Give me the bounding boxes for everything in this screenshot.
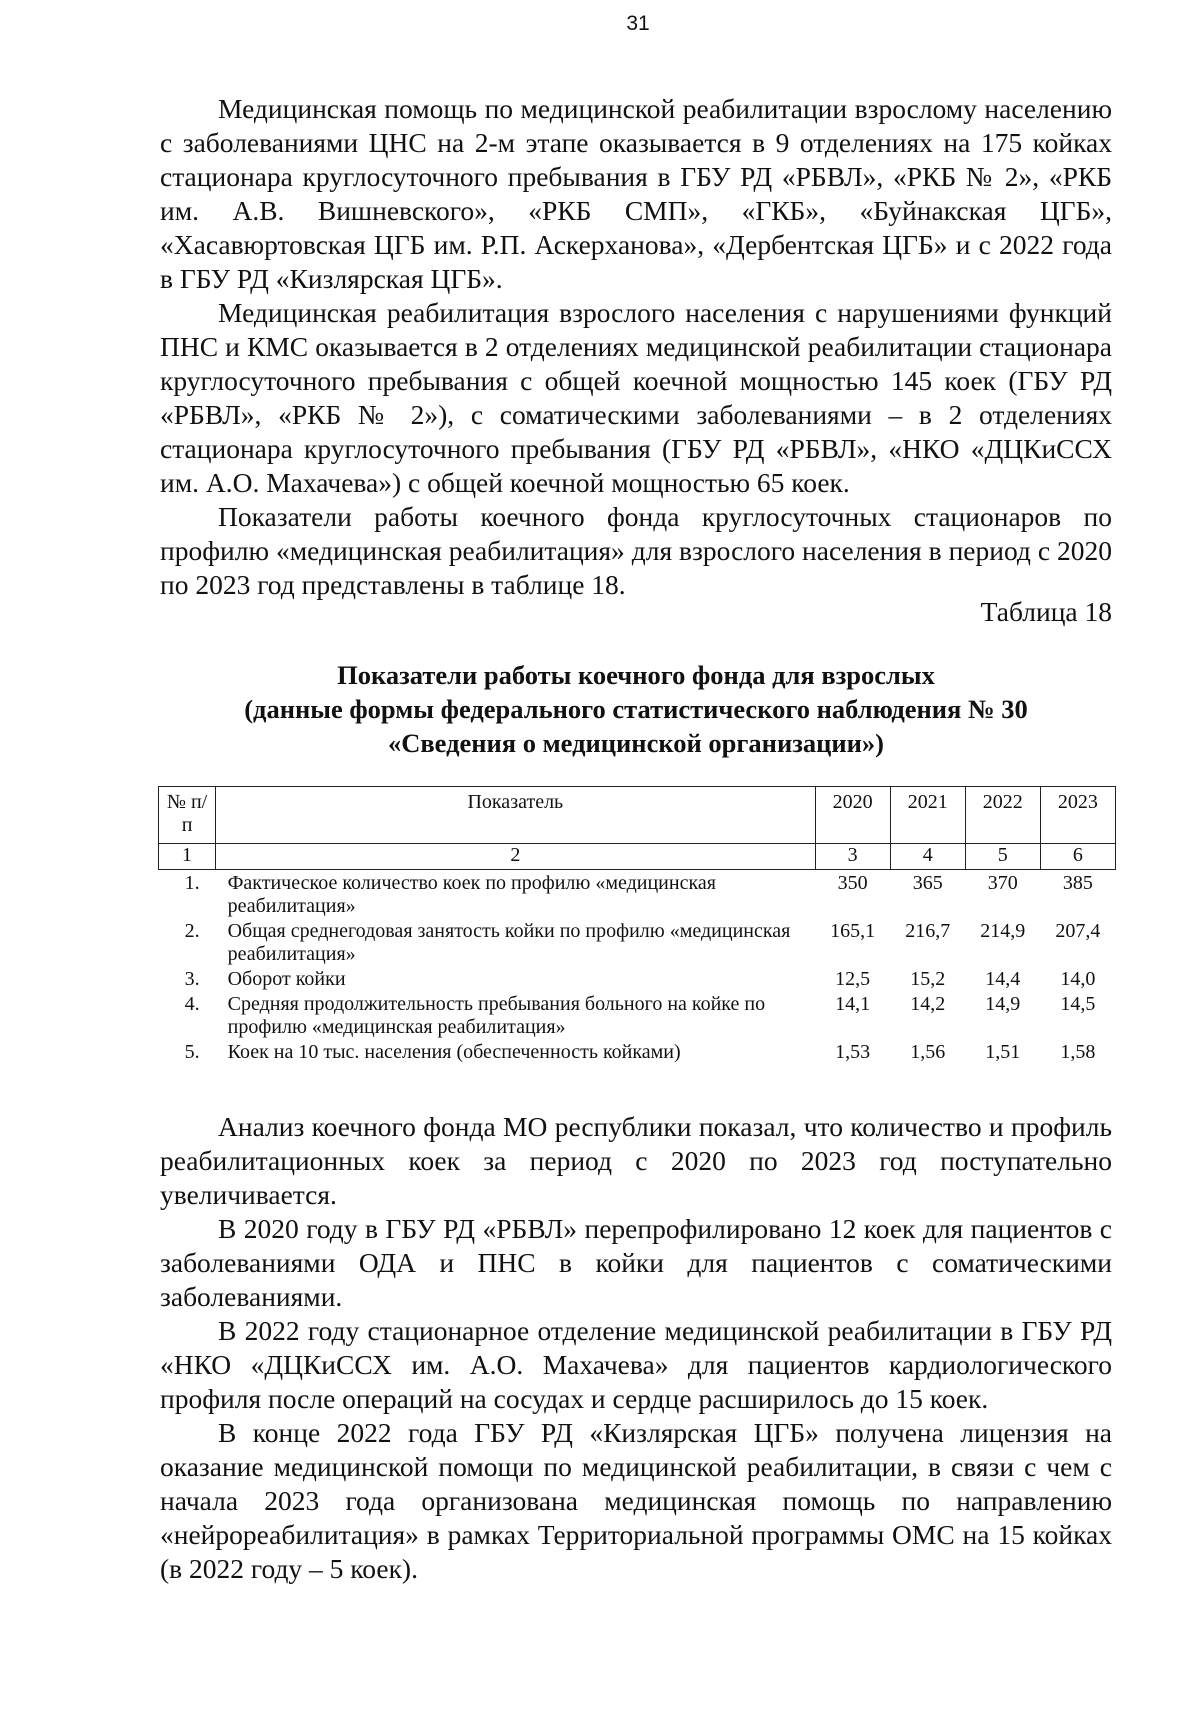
column-number: 2 [216, 844, 815, 870]
table-title-line: (данные формы федерального статистического наблюдения № 30 [244, 694, 1028, 724]
paragraph: В 2022 году стационарное отделение медицинской реабилитации в ГБУ РД «НКО «ДЦКиССХ им. А.О. Махачева» для пациентов кардиологического профиля после операций на сосудах и сердце расширилось до 15 коек. [160, 1315, 1112, 1414]
paragraph: Медицинская помощь по медицинской реабилитации взрослому населению с заболеваниями ЦНС на 2-м этапе оказывается в 9 отделениях на 175 койках стационара круглосуточного пребывания в ГБУ РД «РБВЛ», «РКБ № 2», «РКБ им. А.В. Вишневского», «РКБ СМП», «ГКБ», «Буйнакская ЦГБ», «Хасавюртовская ЦГБ им. Р.П. Аскерханова», «Дербентская ЦГБ» и с 2022 года в ГБУ РД «Кизлярская ЦГБ». [160, 93, 1112, 294]
value-2023: 14,5 [1060, 993, 1096, 1015]
table-title-line: Показатели работы коечного фонда для взрослых [337, 660, 935, 690]
column-number-row [159, 844, 1116, 870]
table-row [159, 918, 1116, 966]
table-header-row [159, 787, 1116, 844]
value-2023: 1,58 [1060, 1041, 1096, 1063]
table-row [159, 991, 1116, 1039]
value-2020: 165,1 [830, 920, 876, 942]
table-row [159, 966, 1116, 991]
header-cell-number: № п/п [159, 787, 216, 844]
value-2021: 216,7 [905, 920, 951, 942]
value-2023: 14,0 [1060, 968, 1096, 990]
header-cell-2021: 2021 [890, 787, 965, 844]
paragraph: Медицинская реабилитация взрослого населения с нарушениями функций ПНС и КМС оказывается в 2 отделениях медицинской реабилитации стационара круглосуточного пребывания с общей коечной мощностью 145 коек (ГБУ РД «РБВЛ», «РКБ № 2»), с соматическими заболеваниями – в 2 отделениях стационара круглосуточного пребывания (ГБУ РД «РБВЛ», «НКО «ДЦКиССХ им. А.О. Махачева») с общей коечной мощностью 65 коек. [160, 297, 1112, 498]
row-number: 5. [184, 1041, 200, 1063]
column-number: 1 [159, 844, 216, 870]
value-2023: 207,4 [1055, 920, 1101, 942]
table-label: Таблица 18 [980, 596, 1112, 627]
column-number: 3 [815, 844, 890, 870]
value-2022: 14,9 [985, 993, 1021, 1015]
row-indicator: Средняя продолжительность пребывания больного на койке по профилю «медицинская реабилитация» [227, 993, 766, 1038]
table-row [159, 870, 1116, 919]
table-title [160, 658, 1112, 760]
value-2020: 1,53 [835, 1041, 871, 1063]
row-number: 1. [184, 872, 200, 894]
paragraph: В 2020 году в ГБУ РД «РБВЛ» перепрофилировано 12 коек для пациентов с заболеваниями ОДА и ПНС в койки для пациентов с соматическими заболеваниями. [160, 1213, 1112, 1312]
paragraph: Анализ коечного фонда МО республики показал, что количество и профиль реабилитационных коек за период с 2020 по 2023 год поступательно увеличивается. [160, 1111, 1112, 1210]
row-number: 4. [184, 993, 200, 1015]
header-cell-2023: 2023 [1040, 787, 1115, 844]
value-2020: 350 [837, 872, 868, 894]
paragraph: В конце 2022 года ГБУ РД «Кизлярская ЦГБ» получена лицензия на оказание медицинской помощи по медицинской реабилитации, в связи с чем с начала 2023 года организована медицинская помощь по направлению «нейрореабилитация» в рамках Территориальной программы ОМС на 15 койках (в 2022 году – 5 коек). [160, 1417, 1112, 1584]
column-number: 4 [890, 844, 965, 870]
value-2022: 214,9 [980, 920, 1026, 942]
value-2022: 1,51 [985, 1041, 1021, 1063]
paragraph: Показатели работы коечного фонда круглосуточных стационаров по профилю «медицинская реабилитация» для взрослого населения в период с 2020 по 2023 год представлены в таблице 18. [160, 501, 1112, 600]
row-indicator: Фактическое количество коек по профилю «медицинская реабилитация» [227, 872, 716, 917]
page-number: 31 [626, 12, 650, 35]
value-2023: 385 [1062, 872, 1093, 894]
value-2021: 365 [912, 872, 943, 894]
row-indicator: Оборот койки [227, 968, 346, 990]
value-2022: 14,4 [985, 968, 1021, 990]
value-2021: 1,56 [910, 1041, 946, 1063]
header-cell-2020: 2020 [815, 787, 890, 844]
bed-fund-table [158, 786, 1116, 1064]
header-cell-indicator: Показатель [216, 787, 815, 844]
row-number: 3. [184, 968, 200, 990]
value-2020: 14,1 [835, 993, 871, 1015]
body-text-top [160, 92, 1112, 602]
row-indicator: Общая среднегодовая занятость койки по профилю «медицинская реабилитация» [227, 920, 791, 965]
value-2022: 370 [987, 872, 1018, 894]
row-number: 2. [184, 920, 200, 942]
value-2021: 14,2 [910, 993, 946, 1015]
header-cell-2022: 2022 [965, 787, 1040, 844]
value-2020: 12,5 [835, 968, 871, 990]
column-number: 5 [965, 844, 1040, 870]
table-row [159, 1039, 1116, 1064]
value-2021: 15,2 [910, 968, 946, 990]
row-indicator: Коек на 10 тыс. населения (обеспеченность койками) [227, 1041, 681, 1063]
table-title-line: «Сведения о медицинской организации») [387, 728, 884, 758]
body-text-bottom [160, 1110, 1112, 1586]
column-number: 6 [1040, 844, 1115, 870]
